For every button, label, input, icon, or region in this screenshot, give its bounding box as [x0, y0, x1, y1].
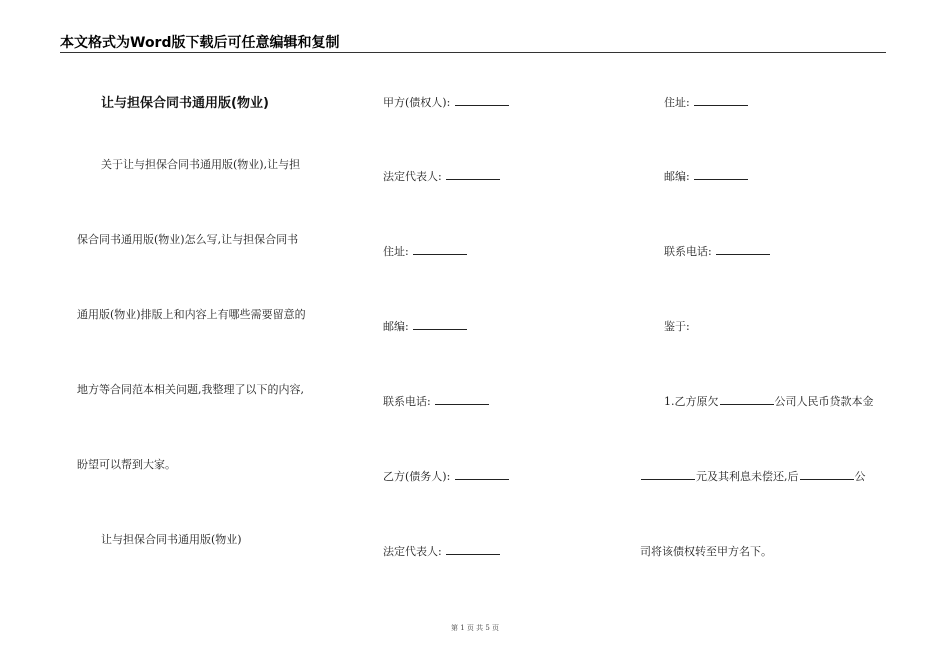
page-number: 第 1 页 共 5 页 — [450, 624, 500, 632]
intro-line-3: 通用版(物业)排版上和内容上有哪些需要留意的 — [77, 308, 306, 321]
party-b-blank — [455, 469, 509, 480]
party-a-rep-line — [383, 168, 501, 184]
party-a-postcode-line — [383, 318, 468, 334]
document-header: 本文格式为Word版下载后可任意编辑和复制 — [60, 35, 340, 51]
party-b-postcode-line — [664, 168, 749, 184]
party-b-postcode-blank — [694, 169, 748, 180]
party-b-line — [383, 468, 510, 484]
party-a-phone-label: 联系电话: — [383, 395, 431, 408]
party-a-postcode-label: 邮编: — [383, 320, 409, 333]
party-a-postcode-blank — [413, 319, 467, 330]
clause-1-text-b: 公司人民币贷款本金 — [774, 395, 874, 408]
party-b-phone-label: 联系电话: — [664, 245, 712, 258]
party-b-phone-line — [664, 243, 771, 259]
party-b-rep-line — [383, 543, 501, 559]
party-a-phone-line — [383, 393, 490, 409]
intro-line-4: 地方等合同范本相关问题,我整理了以下的内容, — [77, 383, 304, 396]
party-b-rep-label: 法定代表人: — [383, 545, 442, 558]
clause-1-cont-text-b: 公 — [854, 470, 866, 483]
intro-line-2: 保合同书通用版(物业)怎么写,让与担保合同书 — [77, 233, 299, 246]
intro-line-1: 关于让与担保合同书通用版(物业),让与担 — [101, 158, 301, 171]
clause-1-text-a: 1.乙方原欠 — [664, 395, 719, 408]
document-title: 让与担保合同书通用版(物业) — [101, 96, 269, 111]
party-b-address-blank — [694, 95, 748, 106]
party-a-blank — [455, 95, 509, 106]
party-a-address-blank — [413, 244, 467, 255]
party-b-rep-blank — [446, 544, 500, 555]
contract-heading: 让与担保合同书通用版(物业) — [101, 533, 242, 546]
clause-1-company-blank — [720, 394, 774, 405]
party-a-rep-blank — [446, 169, 500, 180]
clause-1-assignee-blank — [800, 469, 854, 480]
header-rule — [60, 52, 886, 53]
party-b-phone-blank — [716, 244, 770, 255]
party-b-label: 乙方(债务人): — [383, 470, 451, 483]
intro-line-5: 盼望可以帮到大家。 — [77, 458, 176, 471]
clause-1-line — [664, 393, 874, 409]
party-b-address-label: 住址: — [664, 96, 690, 109]
party-a-phone-blank — [435, 394, 489, 405]
party-b-postcode-label: 邮编: — [664, 170, 690, 183]
whereas-label: 鉴于: — [664, 320, 690, 333]
party-a-address-line — [383, 243, 468, 259]
party-a-label: 甲方(债权人): — [383, 96, 451, 109]
clause-1-cont-line — [640, 468, 866, 484]
party-a-address-label: 住址: — [383, 245, 409, 258]
party-a-line — [383, 94, 510, 110]
clause-1-amount-blank — [641, 469, 695, 480]
party-a-rep-label: 法定代表人: — [383, 170, 442, 183]
clause-1-cont-text-a: 元及其利息未偿还,后 — [696, 470, 799, 483]
party-b-address-line — [664, 94, 749, 110]
clause-1-end-line: 司将该债权转至甲方名下。 — [640, 545, 772, 558]
